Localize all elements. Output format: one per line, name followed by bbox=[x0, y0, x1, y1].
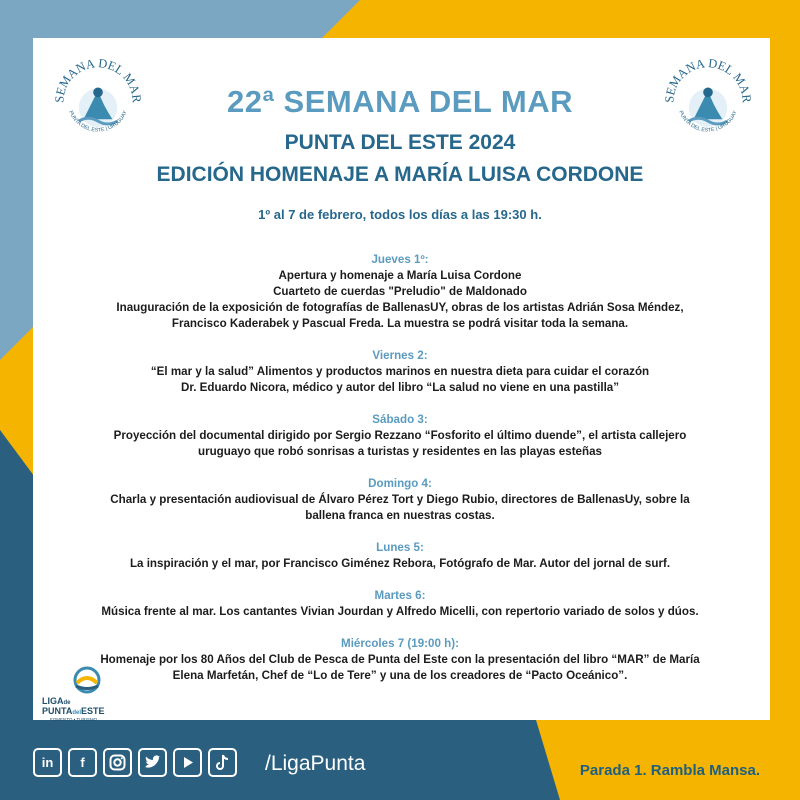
youtube-icon[interactable] bbox=[173, 748, 202, 777]
event-description: Inauguración de la exposición de fotografías de BallenasUY, obras de los artistas Adrián Sosa Méndez, Francisco Kaderabek y Pascual Freda. La muestra se podrá visitar toda la semana. bbox=[116, 301, 684, 330]
linkedin-icon[interactable]: in bbox=[33, 748, 62, 777]
event-item bbox=[100, 412, 700, 460]
event-description: Homenaje por los 80 Años del Club de Pesca de Punta del Este con la presentación del libro “MAR” de María Elena Marfetán, Chef de “Lo de Tere” y una de los creadores de “Pacto Oceánico”. bbox=[100, 653, 700, 682]
social-icons bbox=[33, 748, 237, 777]
tiktok-icon[interactable] bbox=[208, 748, 237, 777]
svg-text:FOMENTO • TURISMO: FOMENTO • TURISMO bbox=[50, 717, 98, 722]
event-item bbox=[100, 636, 700, 684]
event-day: Domingo 4: bbox=[368, 477, 432, 490]
svg-text:PUNTA DEL ESTE | URUGUAY: PUNTA DEL ESTE | URUGUAY bbox=[67, 109, 129, 134]
event-description: Proyección del documental dirigido por Sergio Rezzano “Fosforito el último duende”, el artista callejero uruguayo que robó sonrisas a turistas y residentes en las playas esteñas bbox=[113, 429, 687, 458]
twitter-icon[interactable] bbox=[138, 748, 167, 777]
event-description: Música frente al mar. Los cantantes Vivian Jourdan y Alfredo Micelli, con repertorio variado de solos y dúos. bbox=[101, 605, 699, 618]
event-item bbox=[100, 476, 700, 524]
address-text: Parada 1. Rambla Mansa. bbox=[579, 762, 760, 779]
event-day: Viernes 2: bbox=[372, 349, 428, 362]
edition-title: EDICIÓN HOMENAJE A MARÍA LUISA CORDONE bbox=[156, 163, 644, 186]
event-description: Charla y presentación audiovisual de Álvaro Pérez Tort y Diego Rubio, directores de BallenasUy, sobre la ballena franca en nuestras costas. bbox=[110, 493, 690, 522]
event-item bbox=[100, 588, 700, 620]
event-description: Apertura y homenaje a María Luisa Cordone bbox=[278, 269, 522, 282]
svg-text:LIGAde: LIGAde bbox=[42, 696, 71, 706]
event-day: Sábado 3: bbox=[372, 413, 428, 426]
liga-punta-del-este-logo bbox=[40, 665, 135, 725]
event-day: Martes 6: bbox=[374, 589, 426, 602]
events-list bbox=[100, 252, 700, 700]
event-day: Lunes 5: bbox=[376, 541, 424, 554]
event-description: Cuarteto de cuerdas "Preludio" de Maldonado bbox=[273, 285, 527, 298]
event-day: Miércoles 7 (19:00 h): bbox=[341, 637, 459, 650]
event-description: La inspiración y el mar, por Francisco Giménez Rebora, Fotógrafo de Mar. Autor del jornal de surf. bbox=[129, 557, 671, 570]
svg-text:SEMANA DEL MAR: SEMANA DEL MAR bbox=[52, 56, 144, 104]
svg-text:PUNTA DEL ESTE | URUGUAY: PUNTA DEL ESTE | URUGUAY bbox=[677, 109, 739, 134]
event-day: Jueves 1º: bbox=[371, 253, 429, 266]
event-item bbox=[100, 540, 700, 572]
svg-text:PUNTAdelESTE: PUNTAdelESTE bbox=[42, 706, 105, 716]
facebook-icon[interactable]: f bbox=[68, 748, 97, 777]
schedule-text: 1º al 7 de febrero, todos los días a las 19:30 h. bbox=[258, 207, 542, 222]
event-item bbox=[100, 348, 700, 396]
instagram-icon[interactable] bbox=[103, 748, 132, 777]
event-description: Dr. Eduardo Nicora, médico y autor del libro “La salud no viene en una pastilla” bbox=[180, 381, 620, 394]
page-subtitle: PUNTA DEL ESTE 2024 bbox=[284, 131, 516, 154]
event-description: “El mar y la salud” Alimentos y productos marinos en nuestra dieta para cuidar el corazón bbox=[150, 365, 650, 378]
social-handle[interactable]: /LigaPunta bbox=[265, 752, 366, 775]
svg-text:SEMANA DEL MAR: SEMANA DEL MAR bbox=[662, 56, 754, 104]
page-title: 22ª SEMANA DEL MAR bbox=[226, 84, 574, 119]
event-item bbox=[100, 252, 700, 332]
